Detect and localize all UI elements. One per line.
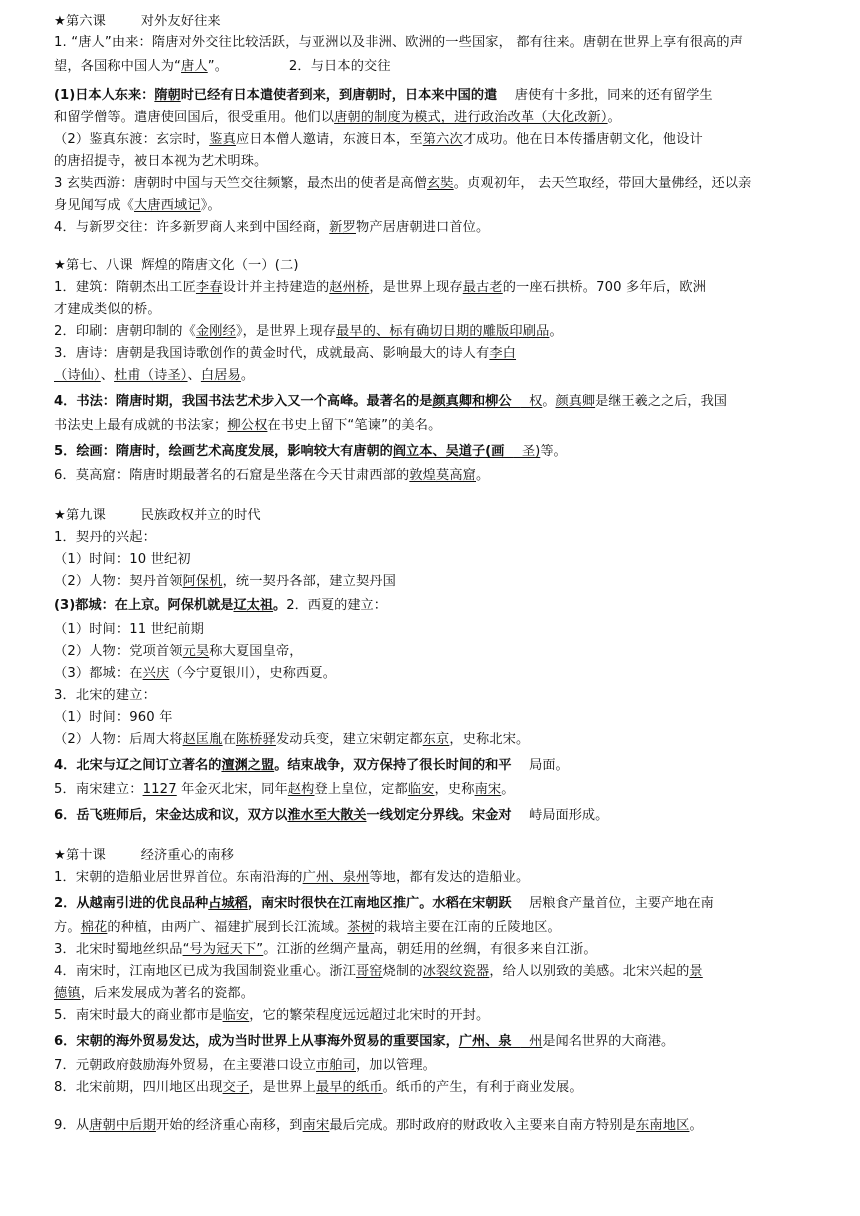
text-line: [54, 416, 441, 436]
text-segment: 的唐招提寺，被日本视为艺术明珠。: [54, 154, 268, 169]
text-segment: （2）人物：契丹首领: [54, 574, 183, 589]
text-line: [54, 57, 391, 77]
text-line: [54, 596, 387, 616]
text-line: [54, 1116, 703, 1136]
text-segment: ，它的繁荣程度远远超过北宋时的开封。: [249, 1008, 490, 1023]
text-line: [54, 366, 254, 386]
underlined-key-term: 隋朝: [154, 88, 181, 103]
text-line: [54, 392, 727, 412]
underlined-key-term: 棉花: [80, 920, 108, 935]
text-segment: 3．唐诗：唐朝是我国诗歌创作的黄金时代，成就最高、影响最大的诗人有: [54, 346, 490, 361]
text-segment: 3．北宋的建立：: [54, 688, 156, 703]
text-line: [54, 1056, 436, 1076]
text-segment: 。: [542, 394, 556, 409]
underlined-key-term: 颜真卿和柳公: [432, 394, 521, 409]
underlined-key-term: 广州、泉州: [302, 870, 370, 885]
text-line: [54, 1078, 583, 1098]
text-line: [54, 528, 156, 548]
underlined-key-term: 赵州桥: [329, 280, 370, 295]
text-segment: 时已经有日本遣使者到来，到唐朝时，日本来中国的遣: [180, 88, 507, 103]
underlined-key-term: 最早的纸币: [315, 1080, 383, 1095]
text-segment: 。: [240, 368, 255, 383]
text-segment: 方。: [54, 920, 81, 935]
text-line: [54, 86, 713, 106]
text-segment: ，史称: [434, 782, 475, 797]
underlined-key-term: 阿保机: [182, 574, 223, 589]
text-segment: ★第七、八课 辉煌的隋唐文化（一）(二): [54, 258, 299, 273]
text-segment: 。: [476, 468, 490, 483]
text-segment: 4．北宋与辽之间订立著名的: [54, 758, 222, 773]
text-segment: 1．建筑：隋朝杰出工匠: [54, 280, 196, 295]
underlined-key-term: 陈桥驿: [235, 732, 276, 747]
text-segment: 登上皇位，定都: [314, 782, 408, 797]
text-segment: 3．北宋时蜀地丝织品: [54, 942, 183, 957]
text-segment: (3)都城：在上京。阿保机就是: [54, 598, 234, 613]
text-segment: 。结束战争，双方保持了很长时间的和平: [274, 758, 521, 773]
text-segment: 的种植，由两广、福建扩展到长江流域。: [107, 920, 348, 935]
underlined-key-term: 金刚经: [195, 324, 236, 339]
underlined-key-term: 最早的、标有确切日期的雕版印刷品: [336, 324, 550, 339]
text-segment: ★第六课 对外友好往来: [54, 14, 221, 29]
text-segment: 居粮食产量首位，主要产地在南: [520, 896, 714, 911]
text-segment: 、: [100, 368, 115, 383]
text-segment: 4．南宋时，江南地区已成为我国制瓷业重心。浙江: [54, 964, 356, 979]
text-line: [54, 868, 529, 888]
text-line: [54, 1032, 674, 1052]
underlined-key-term: 圣): [513, 444, 541, 459]
underlined-key-term: 白居易: [200, 368, 241, 383]
text-segment: ，史称北宋。: [449, 732, 530, 747]
underlined-key-term: 交子: [222, 1080, 250, 1095]
text-segment: 、: [187, 368, 201, 383]
text-segment: 7．元朝政府鼓励海外贸易，在主要港口设立: [54, 1058, 316, 1073]
text-segment: 是继王羲之之后，我国: [595, 394, 727, 409]
text-line: [54, 686, 156, 706]
text-segment: 在书史上留下“笔谏”的美名。: [267, 418, 442, 433]
text-line: [54, 506, 261, 526]
underlined-key-term: 李春: [195, 280, 223, 295]
text-segment: 望，各国称中国人为“: [54, 59, 182, 74]
text-line: [54, 918, 561, 938]
text-line: [54, 322, 563, 342]
text-line: [54, 278, 706, 298]
text-segment: 发动兵变，建立宋朝定都: [275, 732, 423, 747]
underlined-key-term: 唐朝中后期: [89, 1118, 156, 1133]
underlined-key-term: 占城稻: [208, 896, 248, 911]
text-line: [54, 256, 299, 276]
text-segment: 3 玄奘西游：唐朝时中国与天竺交往频繁，最杰出的使者是高僧: [54, 176, 427, 191]
text-segment: 5．绘画：隋唐时，绘画艺术高度发展，影响较大有唐朝的: [54, 444, 393, 459]
underlined-key-term: 澶渊之盟: [221, 758, 275, 773]
text-line: [54, 642, 303, 662]
text-segment: 2．印刷：唐朝印制的《: [54, 324, 196, 339]
text-segment: 。贞观初年， 去天竺取经，带回大量佛经，还以亲: [453, 176, 752, 191]
text-line: [54, 756, 569, 776]
text-line: [54, 33, 743, 53]
underlined-key-term: 市舶司: [315, 1058, 356, 1073]
underlined-key-term: 赵构: [287, 782, 315, 797]
text-segment: 和留学僧等。遣唐使回国后，很受重用。他们以: [54, 110, 335, 125]
text-line: [54, 12, 221, 32]
underlined-key-term: 临安: [222, 1008, 250, 1023]
underlined-key-term: 临安: [407, 782, 435, 797]
text-segment: 才建成类似的桥。: [54, 302, 161, 317]
text-segment: 》。: [200, 198, 221, 213]
text-segment: 5．南宋建立：: [54, 782, 143, 797]
text-segment: ，加以管理。: [355, 1058, 436, 1073]
text-segment: 最后完成。那时政府的财政收入主要来自南方特别是: [329, 1118, 637, 1133]
text-segment: ，后来发展成为著名的瓷都。: [80, 986, 255, 1001]
text-segment: 书法史上最有成就的书法家；: [54, 418, 228, 433]
text-segment: ，统一契丹各部，建立契丹国: [222, 574, 396, 589]
text-segment: 。: [607, 110, 621, 125]
text-segment: 应日本僧人邀请，东渡日本，至: [235, 132, 423, 147]
underlined-key-term: “号为冠天下”: [182, 942, 264, 957]
underlined-key-term: 敦煌莫高窟: [409, 468, 477, 483]
text-segment: (1)日本人东来：: [54, 88, 155, 103]
underlined-key-term: 南宋: [302, 1118, 330, 1133]
text-segment: 等。: [540, 444, 567, 459]
text-segment: 1．契丹的兴起：: [54, 530, 156, 545]
text-line: [54, 940, 597, 960]
text-segment: 2．从越南引进的优良品种: [54, 896, 209, 911]
text-segment: 峙局面形成。: [520, 808, 609, 823]
text-segment: ，给人以别致的美感。北宋兴起的: [489, 964, 690, 979]
underlined-key-term: 赵匡胤: [182, 732, 223, 747]
text-segment: 8．北宋前期，四川地区出现: [54, 1080, 223, 1095]
text-line: [54, 550, 191, 570]
underlined-key-term: 1127: [142, 782, 177, 797]
text-segment: 局面。: [520, 758, 569, 773]
underlined-key-term: 德镇: [54, 986, 81, 1001]
text-segment: 才成功。他在日本传播唐朝文化，他设计: [462, 132, 703, 147]
underlined-key-term: 颜真卿: [555, 394, 596, 409]
text-segment: 等地，都有发达的造船业。: [369, 870, 530, 885]
text-segment: （1）时间：960 年: [54, 710, 173, 725]
text-segment: 4．书法：隋唐时期，我国书法艺术步入又一个高峰。最著名的是: [54, 394, 433, 409]
text-segment: 。: [689, 1118, 703, 1133]
text-segment: ，是世界上现存: [369, 280, 463, 295]
underlined-key-term: 广州、泉: [458, 1034, 521, 1049]
underlined-key-term: 辽太祖: [233, 598, 274, 613]
text-segment: 。江浙的丝绸产量高，朝廷用的丝绸，有很多来自江浙。: [263, 942, 597, 957]
text-segment: （2）人物：党项首领: [54, 644, 183, 659]
text-line: [54, 130, 703, 150]
underlined-key-term: 最古老: [462, 280, 503, 295]
text-line: [54, 108, 621, 128]
underlined-key-term: 南宋: [474, 782, 502, 797]
text-line: [54, 572, 396, 592]
text-line: [54, 344, 516, 364]
text-segment: ”。 2．与日本的交往: [207, 59, 391, 74]
underlined-key-term: 冰裂纹瓷器: [422, 964, 490, 979]
text-segment: 9．从: [54, 1118, 90, 1133]
text-segment: 6．莫高窟：隋唐时期最著名的石窟是坐落在今天甘肃西部的: [54, 468, 410, 483]
text-segment: （今宁夏银川），史称西夏。: [169, 666, 337, 681]
text-line: [54, 708, 173, 728]
text-segment: （1）时间：10 世纪初: [54, 552, 191, 567]
underlined-key-term: 第六次: [422, 132, 463, 147]
text-line: [54, 780, 515, 800]
text-segment: 物产居唐朝进口首位。: [355, 220, 490, 235]
underlined-key-term: 唐人: [181, 59, 208, 74]
underlined-key-term: 兴庆: [142, 666, 170, 681]
text-segment: 5．南宋时最大的商业都市是: [54, 1008, 223, 1023]
text-segment: 。: [273, 598, 287, 613]
underlined-key-term: 景: [689, 964, 703, 979]
underlined-key-term: 东京: [422, 732, 450, 747]
text-line: [54, 984, 254, 1004]
underlined-key-term: 茶树: [347, 920, 375, 935]
text-segment: 唐使有十多批，同来的还有留学生: [506, 88, 713, 103]
text-segment: 的栽培主要在江南的丘陵地区。: [374, 920, 561, 935]
text-segment: 》，是世界上现存: [235, 324, 337, 339]
text-line: [54, 442, 567, 462]
underlined-key-term: 柳公权: [227, 418, 268, 433]
text-line: [54, 174, 751, 194]
text-segment: 6．宋朝的海外贸易发达，成为当时世界上从事海外贸易的重要国家，: [54, 1034, 459, 1049]
underlined-key-term: 唐朝的制度为模式，进行政治改革（大化改新）: [334, 110, 608, 125]
text-line: [54, 806, 608, 826]
underlined-key-term: 州: [520, 1034, 543, 1049]
underlined-key-term: 淮水至大散关: [287, 808, 367, 823]
text-segment: （2）鉴真东渡：玄宗时，: [54, 132, 210, 147]
text-segment: 称大夏国皇帝，: [209, 644, 303, 659]
text-segment: 1．宋朝的造船业居世界首位。东南沿海的: [54, 870, 303, 885]
underlined-key-term: 东南地区: [636, 1118, 690, 1133]
text-segment: 身见闻写成《: [54, 198, 135, 213]
text-segment: 6．岳飞班师后，宋金达成和议，双方以: [54, 808, 288, 823]
text-segment: 。纸币的产生，有利于商业发展。: [382, 1080, 583, 1095]
text-segment: ★第九课 民族政权并立的时代: [54, 508, 261, 523]
text-segment: 1. “唐人”由来：隋唐对外交往比较活跃，与亚洲以及非洲、欧洲的一些国家， 都有往来。唐朝在世界上享有很高的声: [54, 35, 744, 50]
text-segment: 在: [222, 732, 236, 747]
underlined-key-term: 新罗: [329, 220, 356, 235]
text-segment: 2．西夏的建立：: [286, 598, 387, 613]
text-line: [54, 300, 161, 320]
underlined-key-term: 李白: [489, 346, 517, 361]
text-segment: 设计并主持建造的: [222, 280, 330, 295]
underlined-key-term: 杜甫（诗圣）: [114, 368, 188, 383]
text-segment: （2）人物：后周大将: [54, 732, 183, 747]
text-line: [54, 664, 336, 684]
text-segment: 。: [549, 324, 563, 339]
underlined-key-term: 阎立本、吴道子(画: [392, 444, 514, 459]
underlined-key-term: （诗仙）: [54, 368, 101, 383]
text-segment: 是闻名世界的大商港。: [542, 1034, 675, 1049]
text-segment: 4．与新罗交往：许多新罗商人来到中国经商，: [54, 220, 330, 235]
underlined-key-term: 元昊: [182, 644, 210, 659]
text-line: [54, 218, 489, 238]
text-segment: ★第十课 经济重心的南移: [54, 848, 235, 863]
underlined-key-term: 哥窑: [355, 964, 383, 979]
text-segment: 年金灭北宋，同年: [176, 782, 288, 797]
text-segment: 。: [501, 782, 515, 797]
text-line: [54, 620, 204, 640]
text-line: [54, 846, 234, 866]
text-segment: 开始的经济重心南移，到: [155, 1118, 303, 1133]
text-line: [54, 1006, 489, 1026]
text-segment: ，南宋时很快在江南地区推广。水稻在宋朝跃: [247, 896, 521, 911]
underlined-key-term: 大唐西域记: [134, 198, 201, 213]
text-line: [54, 894, 714, 914]
text-line: [54, 196, 221, 216]
underlined-key-term: 权: [520, 394, 543, 409]
text-segment: ，是世界上: [249, 1080, 316, 1095]
underlined-key-term: 鉴真: [209, 132, 236, 147]
text-line: [54, 730, 529, 750]
text-segment: 一线划定分界线。宋金对: [366, 808, 521, 823]
text-segment: （3）都城：在: [54, 666, 143, 681]
underlined-key-term: 玄奘: [427, 176, 454, 191]
text-line: [54, 466, 489, 486]
text-line: [54, 962, 703, 982]
text-segment: 烧制的: [382, 964, 423, 979]
text-segment: 的一座石拱桥。700 多年后，欧洲: [502, 280, 707, 295]
text-line: [54, 152, 267, 172]
text-segment: （1）时间：11 世纪前期: [54, 622, 204, 637]
